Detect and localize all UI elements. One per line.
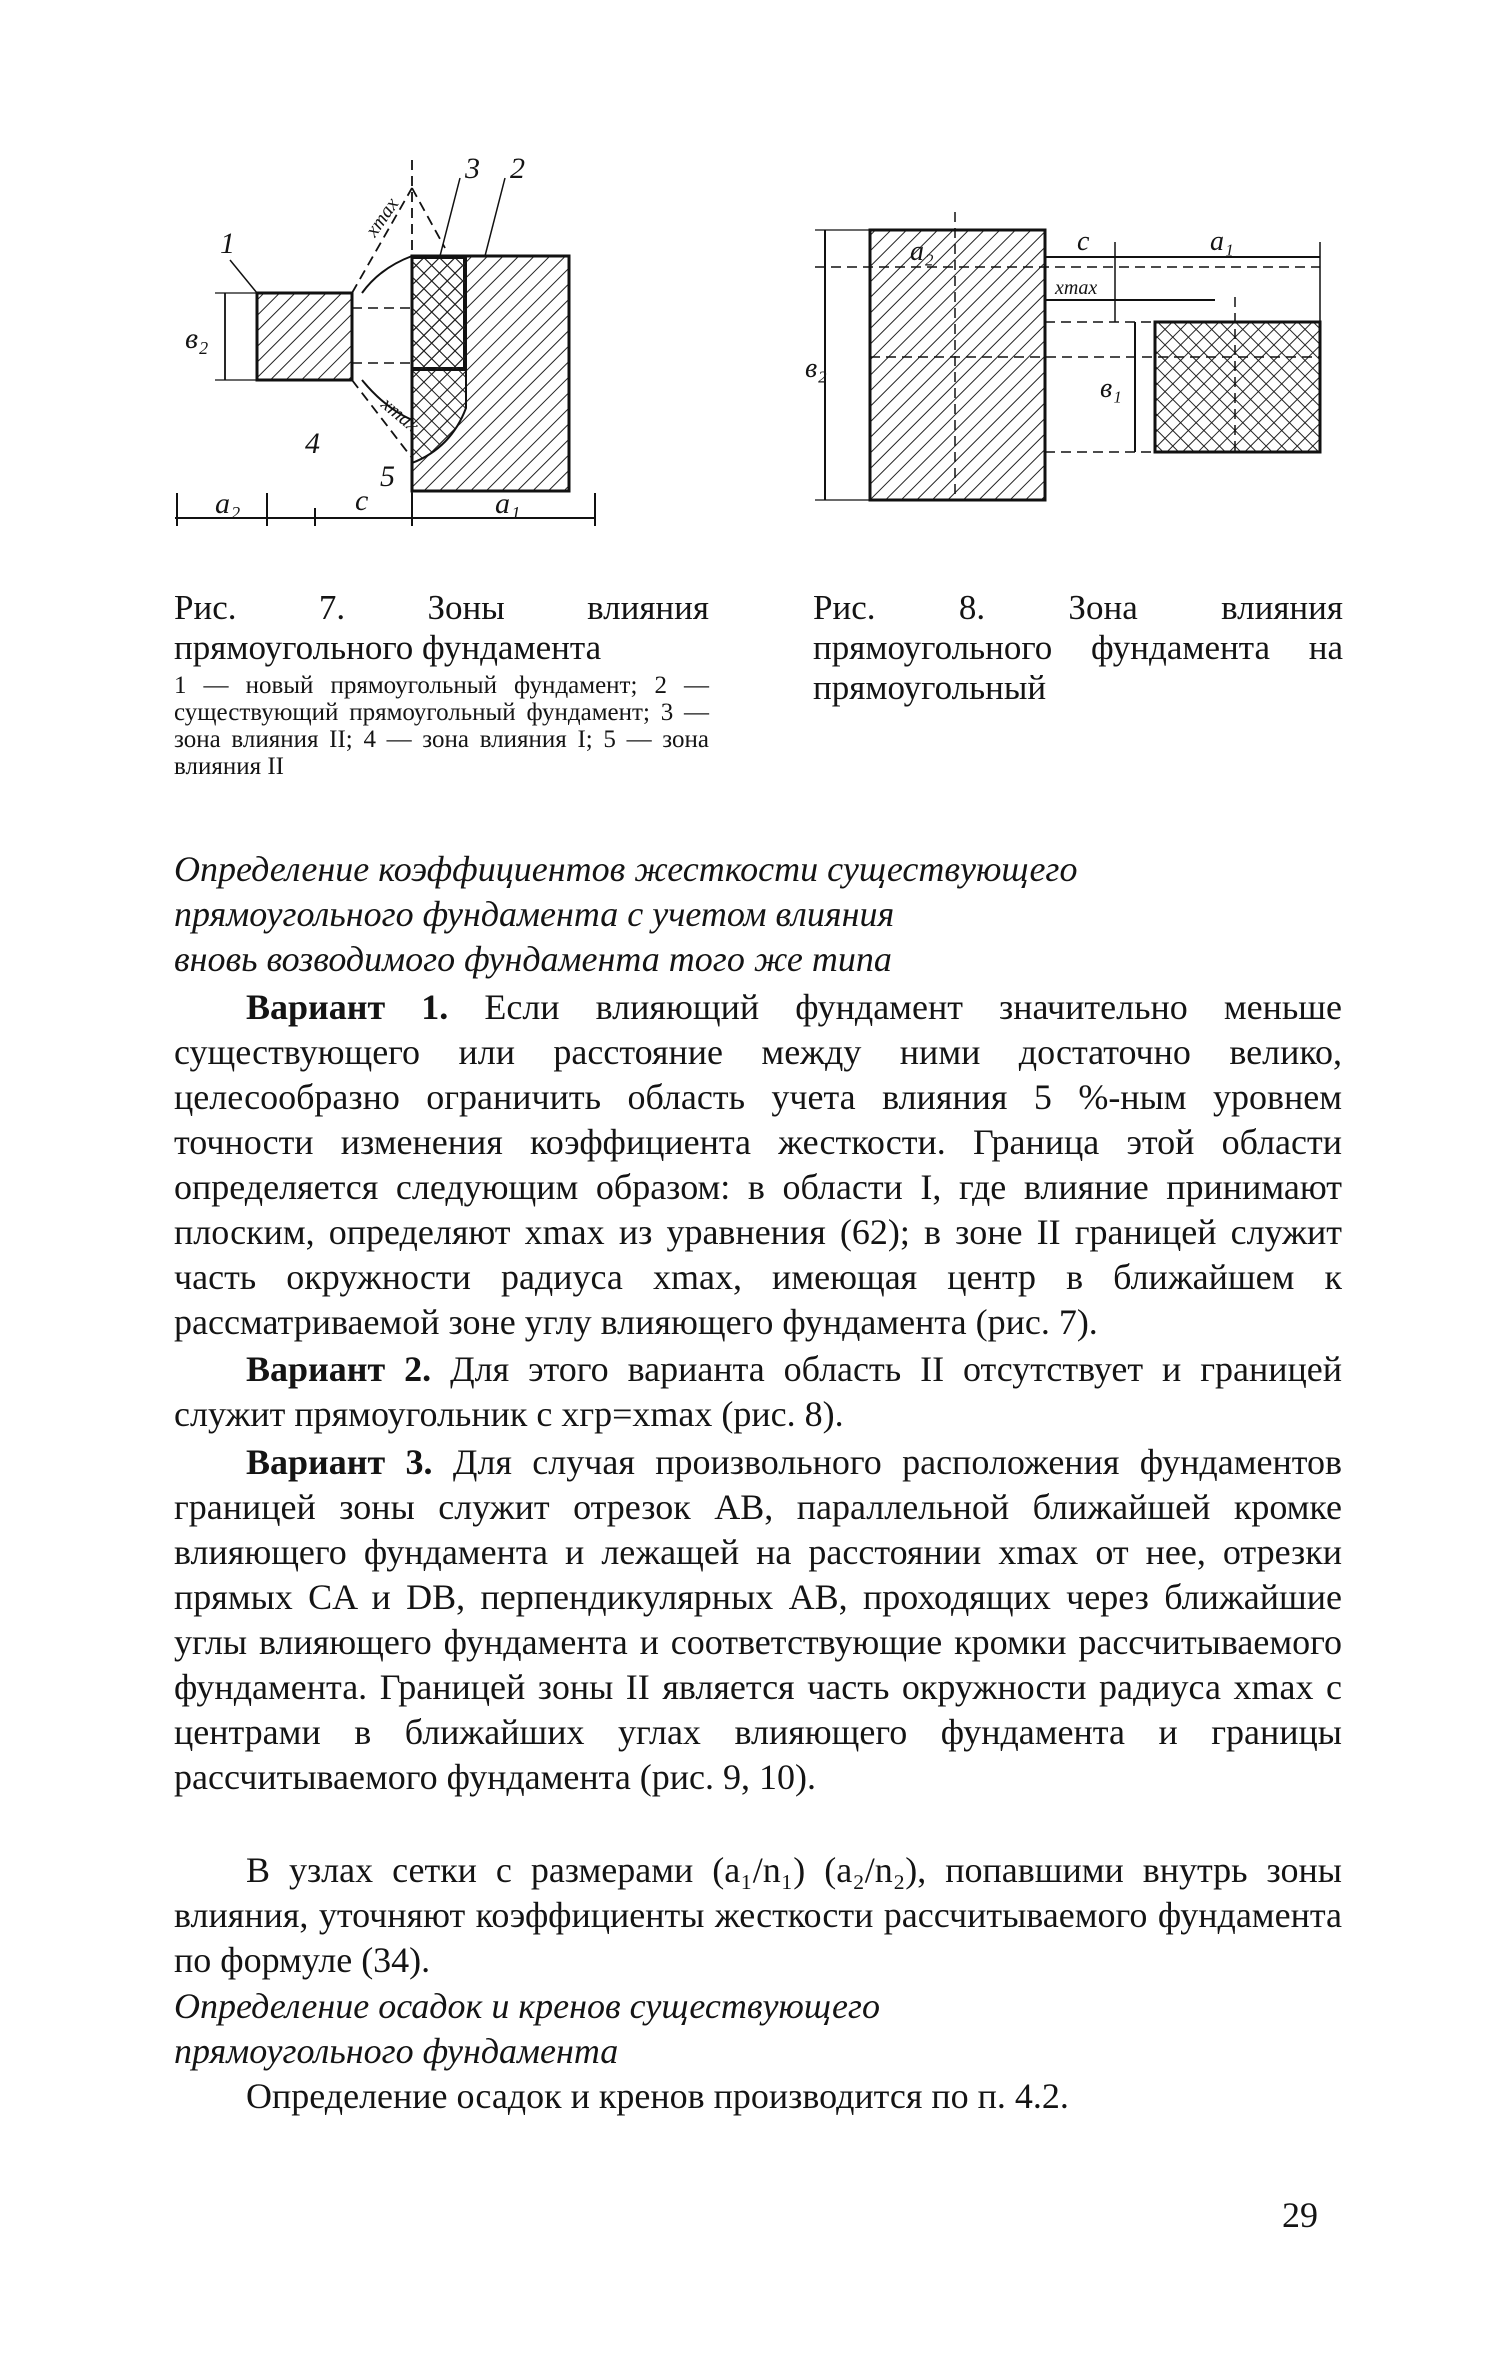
existing-foundation [870,230,1045,500]
page-number: 29 [1282,2195,1318,2235]
paragraph-variant-1 [174,985,1342,1345]
figure-8 [805,212,1335,512]
label-1: 1 [220,227,235,260]
zone-region [1155,322,1320,452]
section-1-heading [174,847,1354,982]
section-1-heading-line: вновь возводимого фундамента того же типа [174,939,892,979]
figure-8-drawing [805,212,1335,512]
paragraph-variant-3 [174,1440,1342,1800]
variant-1-lead: Вариант 1. [246,987,449,1027]
settlements-text: Определение осадок и кренов производится по п. 4.2. [246,2076,1069,2116]
label-c: c [1077,226,1090,257]
section-2-heading-line: Определение осадок и кренов существующего [174,1986,880,2026]
figure-7-caption [174,588,709,780]
label-3: 3 [465,152,480,185]
label-xmax: xmax [1055,277,1098,299]
section-1-heading-line: Определение коэффициентов жесткости существующего [174,849,1078,889]
grid-nodes-text: В узлах сетки с размерами (a₁/n₁) (a₂/n₂), попавшими внутрь зоны влияния, уточняют коэффициенты жесткости рассчитываемого фундамента по формуле (34). [174,1850,1342,1980]
label-xmax-top: xmax [361,193,404,241]
figure-7-caption-legend: 1 — новый прямоугольный фундамент; 2 — существующий прямоугольный фундамент; 3 — зона влияния II; 4 — зона влияния I; 5 — зона влияния II [174,672,709,780]
label-a1: a₁ [1210,226,1234,257]
variant-2-text: Для этого варианта область II отсутствует и границей служит прямоугольник с xгр=xmax (рис. 8). [174,1349,1342,1434]
variant-3-lead: Вариант 3. [246,1442,433,1482]
paragraph-variant-2 [174,1347,1342,1437]
label-xmax-bottom: xmax [376,392,424,437]
label-c: c [355,484,369,517]
label-a2: a₂ [215,487,241,520]
new-foundation [257,293,352,380]
label-a1: a₁ [495,487,521,520]
label-b2: в₂ [805,353,827,384]
variant-3-text: Для случая произвольного расположения фундаментов границей зоны служит отрезок AB, параллельной ближайшей кромке влияющего фундамента и лежащей на расстоянии xmax от нее, отрезки прямых CA и DB, перпендикулярных AB, проходящих через ближайшие углы влияющего фундамента и соответствующие кромки рассчитываемого фундамента. Границей зоны II является часть окружности радиуса xmax с центрами в ближайших углах влияющего фундамента и границы рассчитываемого фундамента (рис. 9, 10). [174,1442,1342,1797]
label-5: 5 [380,460,395,493]
label-2: 2 [510,152,525,185]
label-b1: в₁ [1100,373,1122,404]
section-1-heading-line: прямоугольного фундамента с учетом влияния [174,894,895,934]
figure-7-caption-title: Рис. 7. Зоны влияния прямоугольного фундамента [174,588,709,667]
figure-7 [175,148,655,588]
figure-8-caption [813,588,1343,708]
label-a2: a₂ [910,236,934,267]
paragraph-settlements [174,2074,1342,2119]
label-4: 4 [305,427,320,460]
figure-7-drawing [175,148,655,588]
figure-8-caption-title: Рис. 8. Зона влияния прямоугольного фундамента на прямоугольный [813,588,1343,707]
section-2-heading [174,1984,1354,2074]
variant-1-text: Если влияющий фундамент значительно меньше существующего или расстояние между ними достаточно велико, целесообразно ограничить область учета влияния 5 %-ным уровнем точности изменения коэффициента жесткости. Граница этой области определяется следующим образом: в области I, где влияние принимают плоским, определяют xmax из уравнения (62); в зоне II границей служит часть окружности радиуса xmax, имеющая центр в ближайшем к рассматриваемой зоне углу влияющего фундамента (рис. 7). [174,987,1343,1342]
variant-2-lead: Вариант 2. [246,1349,432,1389]
paragraph-grid-nodes [174,1848,1342,1983]
label-b2: в₂ [185,322,209,355]
section-2-heading-line: прямоугольного фундамента [174,2031,619,2071]
